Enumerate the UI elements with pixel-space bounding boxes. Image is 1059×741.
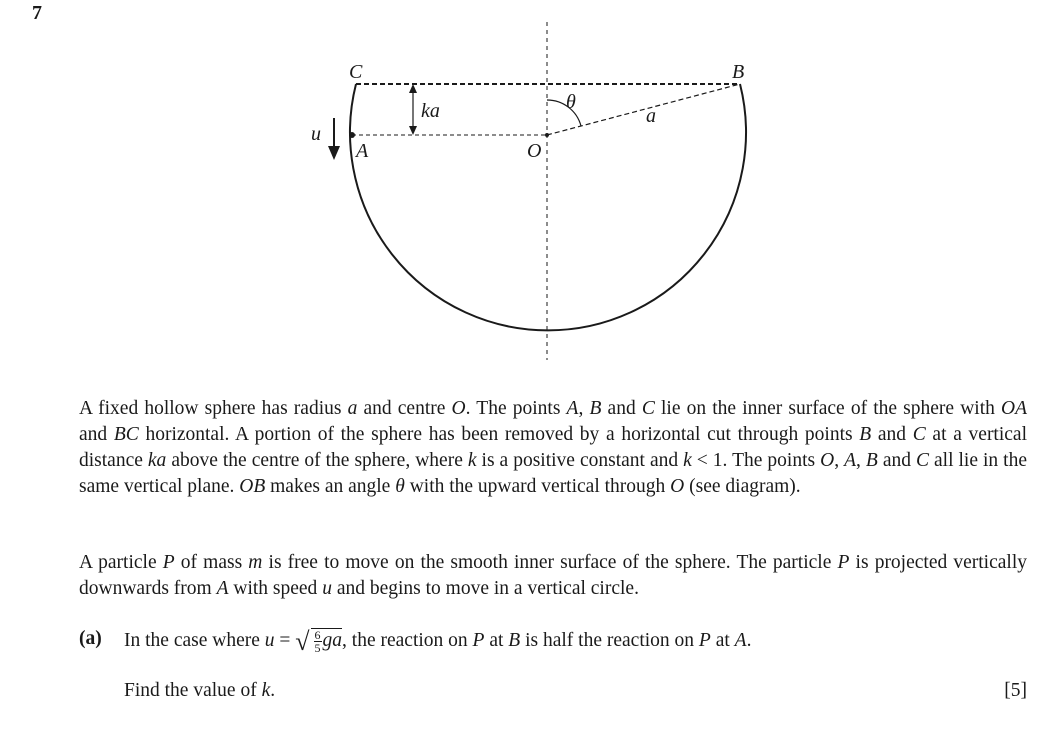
u-arrowhead — [328, 146, 340, 160]
text-run: C — [915, 450, 929, 471]
text-run: and — [877, 450, 916, 471]
text-run: θ — [395, 476, 405, 497]
text-run: and — [79, 424, 114, 445]
label-theta: θ — [566, 91, 576, 113]
text-run: k — [467, 450, 477, 471]
text-run: is a positive constant and — [476, 450, 684, 471]
text-run: and — [871, 424, 913, 445]
point-o-dot — [545, 133, 549, 137]
text-run: B — [865, 450, 878, 471]
paragraph-2-text — [79, 550, 1027, 602]
text-run: A — [844, 450, 856, 471]
text-run: a — [347, 398, 358, 419]
paragraph-1-text — [79, 396, 1027, 500]
ka-arrow-top — [409, 84, 417, 93]
text-run: all lie in the same vertical plane. — [79, 450, 1028, 497]
text-run: of mass — [174, 552, 249, 573]
text-run: with speed — [228, 578, 323, 599]
text-run: m — [248, 552, 263, 573]
text-run: C — [641, 398, 655, 419]
text-run: B — [589, 398, 602, 419]
ka-arrow-bottom — [409, 126, 417, 135]
label-radius-a: a — [646, 105, 656, 127]
paragraph-2 — [79, 550, 1027, 602]
theta-arc — [547, 100, 581, 126]
text-run: , — [578, 398, 590, 419]
text-run: ka — [147, 450, 167, 471]
label-o: O — [527, 140, 542, 162]
text-run: B — [859, 424, 872, 445]
text-run: makes an angle — [265, 476, 396, 497]
text-run: and — [601, 398, 642, 419]
text-run: and begins to move in a vertical circle. — [331, 578, 639, 599]
text-run: , — [856, 450, 866, 471]
text-run: O — [670, 476, 685, 497]
text-run: A fixed hollow sphere has radius — [79, 398, 348, 419]
text-run: with the upward vertical through — [404, 476, 671, 497]
part-a-text: In the case where u = √ $\frac{6}{5}$ ga, the reaction on P at B is half the reaction on P at A. — [124, 626, 752, 656]
marks: [5] — [1004, 680, 1027, 701]
text-run: O — [820, 450, 835, 471]
paragraph-1 — [79, 396, 1027, 500]
label-c: C — [349, 61, 363, 83]
text-run: P — [837, 552, 850, 573]
text-run: . The points — [465, 398, 567, 419]
label-b: B — [732, 61, 745, 83]
question-number: 7 — [32, 2, 42, 24]
text-run: k — [683, 450, 692, 471]
text-run: and centre — [357, 398, 452, 419]
text-run: , — [834, 450, 845, 471]
text-run: (see diagram). — [684, 476, 801, 497]
point-a-dot — [349, 132, 355, 138]
text-run: A — [216, 578, 229, 599]
text-run: u — [322, 578, 332, 599]
text-run: O — [451, 398, 466, 419]
find-k-instruction: Find the value of k. — [124, 680, 276, 701]
text-run: C — [912, 424, 926, 445]
text-run: at a vertical distance — [79, 424, 1027, 471]
text-run: OB — [239, 476, 266, 497]
text-run: A particle — [79, 552, 163, 573]
text-run: BC — [113, 424, 139, 445]
label-a: A — [356, 140, 369, 162]
text-run: < 1. The points — [691, 450, 821, 471]
line-ob — [547, 84, 740, 135]
text-run: lie on the inner surface of the sphere with — [654, 398, 1001, 419]
text-run: above the centre of the sphere, where — [166, 450, 468, 471]
label-ka: ka — [421, 100, 440, 122]
text-run: P — [162, 552, 175, 573]
text-run: is projected vertically downwards from — [79, 552, 1027, 599]
sphere-arc — [350, 84, 746, 330]
text-run: is free to move on the smooth inner surface of the sphere. The particle — [262, 552, 838, 573]
label-u: u — [311, 123, 321, 145]
text-run: OA — [1001, 398, 1027, 419]
part-a-label: (a) — [79, 628, 102, 649]
text-run: A — [566, 398, 579, 419]
text-run: horizontal. A portion of the sphere has been removed by a horizontal cut through points — [138, 424, 860, 445]
